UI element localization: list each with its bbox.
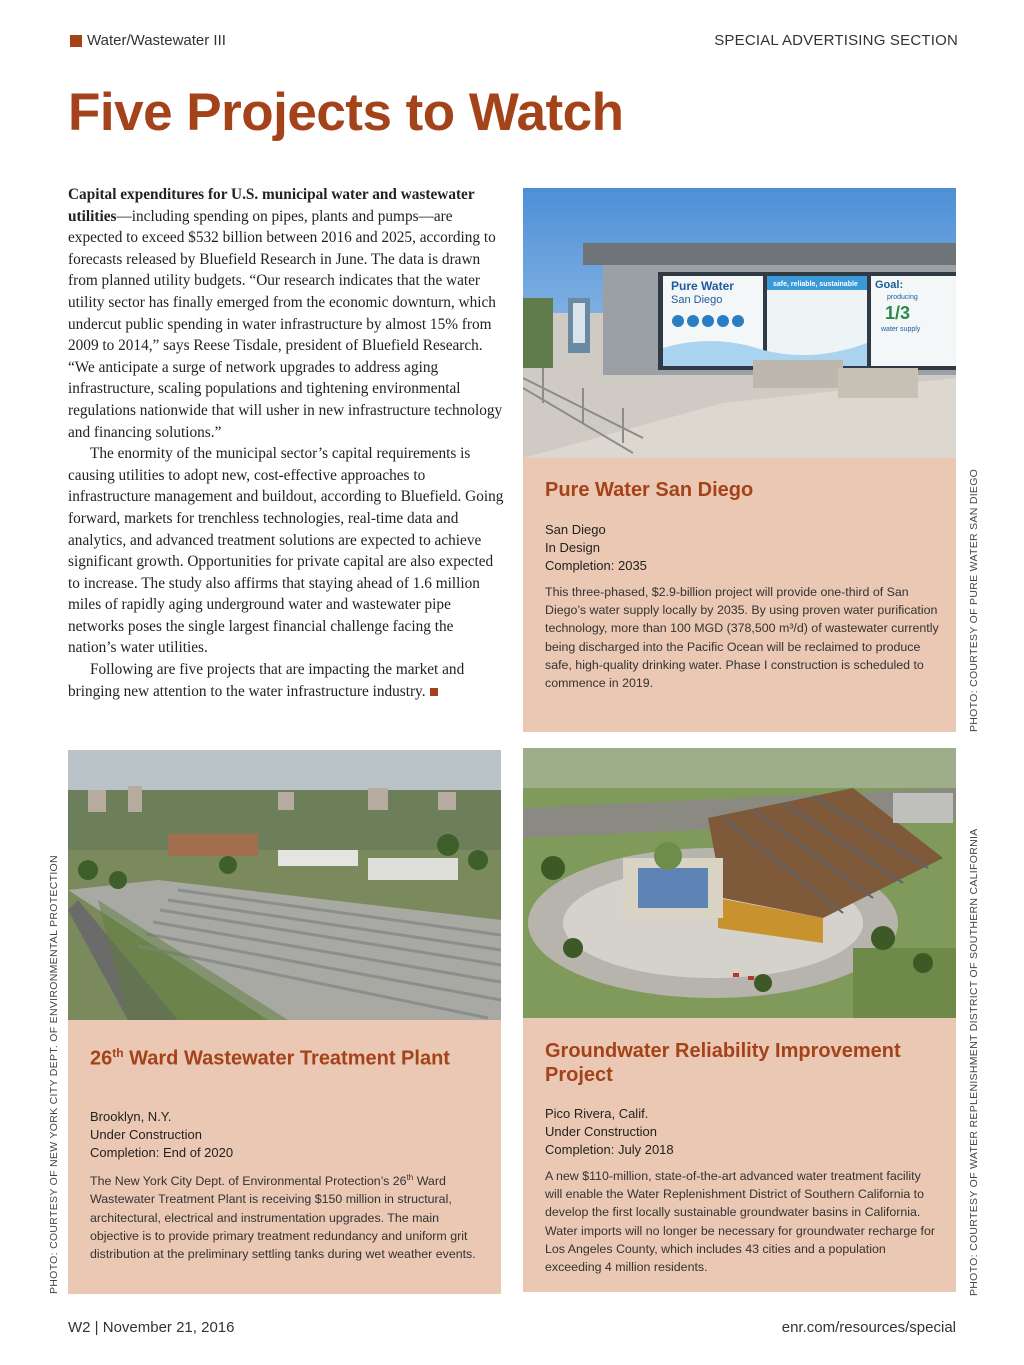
photo-credit-groundwater: PHOTO: COURTESY OF WATER REPLENISHMENT DISTRICT OF SOUTHERN CALIFORNIA bbox=[968, 828, 980, 1296]
desc-part-a: The New York City Dept. of Environmental Protection’s 26 bbox=[90, 1174, 407, 1189]
advertising-label: SPECIAL ADVERTISING SECTION bbox=[714, 32, 958, 49]
intro-paragraph-1 bbox=[68, 184, 504, 443]
photo-credit-26th-ward: PHOTO: COURTESY OF NEW YORK CITY DEPT. OF ENVIRONMENTAL PROTECTION bbox=[48, 855, 60, 1294]
project-meta bbox=[545, 1105, 674, 1159]
sign-tagline-text: safe, reliable, sustainable bbox=[773, 281, 858, 288]
intro-article bbox=[68, 184, 504, 702]
project-location: Brooklyn, N.Y. bbox=[90, 1109, 172, 1124]
sign-producing-text: producing bbox=[887, 294, 918, 301]
project-location: San Diego bbox=[545, 522, 606, 537]
intro-p1-text: —including spending on pipes, plants and pumps—are expected to exceed $532 billion between 2016 and 2025, according to forecasts released by Bluefield Research in June. The data is drawn from planned utility budgets. “Our research indicates that the water utility sector has finally emerged from the economic downturn, which undercut public spending in water infrastructure by almost 15% from 2009 to 2014,” says Reese Tisdale, president of Bluefield Research. “We anticipate a surge of network upgrades to address aging infrastructure, scaling populations and tightening environmental regulations nationwide that will usher in new infrastructure technology and financing solutions.” bbox=[68, 207, 503, 441]
section-marker-icon bbox=[70, 35, 82, 47]
project-completion: Completion: 2035 bbox=[545, 558, 647, 573]
project-title bbox=[90, 1041, 490, 1071]
desc-part-b: Ward Wastewater Treatment Plant is receiving $150 million in structural, architectural, electrical and instrumentation upgrades. The main objective is to provide primary treatment redundancy and uniform grit distribution at the preliminary settling tanks during wet weather events. bbox=[90, 1174, 476, 1261]
project-title: Pure Water San Diego bbox=[545, 479, 754, 501]
project-meta bbox=[545, 521, 647, 575]
project-card-pure-water bbox=[523, 188, 956, 732]
footer-url: enr.com/resources/special bbox=[781, 1319, 956, 1336]
project-title: Groundwater Reliability Improvement Project bbox=[545, 1040, 901, 1086]
project-completion: Completion: July 2018 bbox=[545, 1142, 674, 1157]
title-ordinal-suffix: th bbox=[112, 1046, 124, 1060]
project-status: Under Construction bbox=[90, 1127, 202, 1142]
sign-goal-text: Goal: bbox=[875, 279, 904, 291]
project-card-26th-ward bbox=[68, 750, 501, 1294]
sign-fraction-text: 1/3 bbox=[885, 303, 911, 323]
section-label-text: Water/Wastewater III bbox=[87, 32, 226, 49]
title-ordinal: 26 bbox=[90, 1047, 113, 1070]
sign-san-diego-text: San Diego bbox=[671, 294, 723, 306]
intro-paragraph-3 bbox=[68, 659, 504, 702]
project-status: Under Construction bbox=[545, 1124, 657, 1139]
page-title: Five Projects to Watch bbox=[68, 83, 624, 142]
project-description: This three-phased, $2.9-billion project will provide one-third of San Diego’s water supply locally by 2035. By using proven water purification technology, more than 100 MGD (378,500 m³/d) of wastewater currently being discharged into the Pacific Ocean will be reclaimed to produce safe, high-quality drinking water. Phase I construction is scheduled to commence in 2019. bbox=[545, 585, 939, 691]
footer-page-info: W2 | November 21, 2016 bbox=[68, 1319, 235, 1336]
project-description bbox=[90, 1169, 482, 1263]
intro-paragraph-2: The enormity of the municipal sector’s capital requirements is causing utilities to adopt new, cost-effective approaches to infrastructure management and buildout, according to Bluefield. Going forward, markets for trenchless technologies, real-time data and analytics, and advanced treatment solutions are expected to achieve significant growth. Opportunities for private capital are also expected to increase. The study also affirms that staying ahead of 1.6 million miles of rapidly aging underground water and wastewater pipe networks poses the single largest financial challenge facing the nation’s water utilities. bbox=[68, 445, 504, 657]
project-meta bbox=[90, 1108, 233, 1162]
project-location: Pico Rivera, Calif. bbox=[545, 1106, 649, 1121]
26th-ward-photo bbox=[68, 750, 501, 1020]
end-mark-icon bbox=[430, 688, 438, 696]
pure-water-photo bbox=[523, 188, 956, 458]
section-label bbox=[70, 32, 226, 49]
project-status: In Design bbox=[545, 540, 600, 555]
desc-ordinal-suffix: th bbox=[406, 1173, 414, 1182]
title-rest: Ward Wastewater Treatment Plant bbox=[123, 1047, 450, 1070]
photo-credit-pure-water: PHOTO: COURTESY OF PURE WATER SAN DIEGO bbox=[968, 468, 980, 732]
project-description: A new $110-million, state-of-the-art advanced water treatment facility will enable the Water Replenishment District of Southern California to develop the first locally sustainable groundwater basins in California. Water imports will no longer be necessary for groundwater recharge for Los Angeles County, which includes 43 cities and a population exceeding 4 million residents. bbox=[545, 1169, 936, 1275]
project-completion: Completion: End of 2020 bbox=[90, 1145, 234, 1160]
intro-p3-text: Following are five projects that are impacting the market and bringing new attention to the water infrastructure industry. bbox=[68, 661, 465, 700]
intro-lead: Capital expenditures for U.S. municipal water and wastewater utilities bbox=[68, 186, 475, 225]
groundwater-photo bbox=[523, 748, 956, 1018]
project-card-groundwater bbox=[523, 748, 956, 1292]
sign-pure-water-text: Pure Water bbox=[671, 279, 734, 293]
sign-supply-text: water supply bbox=[881, 326, 921, 333]
